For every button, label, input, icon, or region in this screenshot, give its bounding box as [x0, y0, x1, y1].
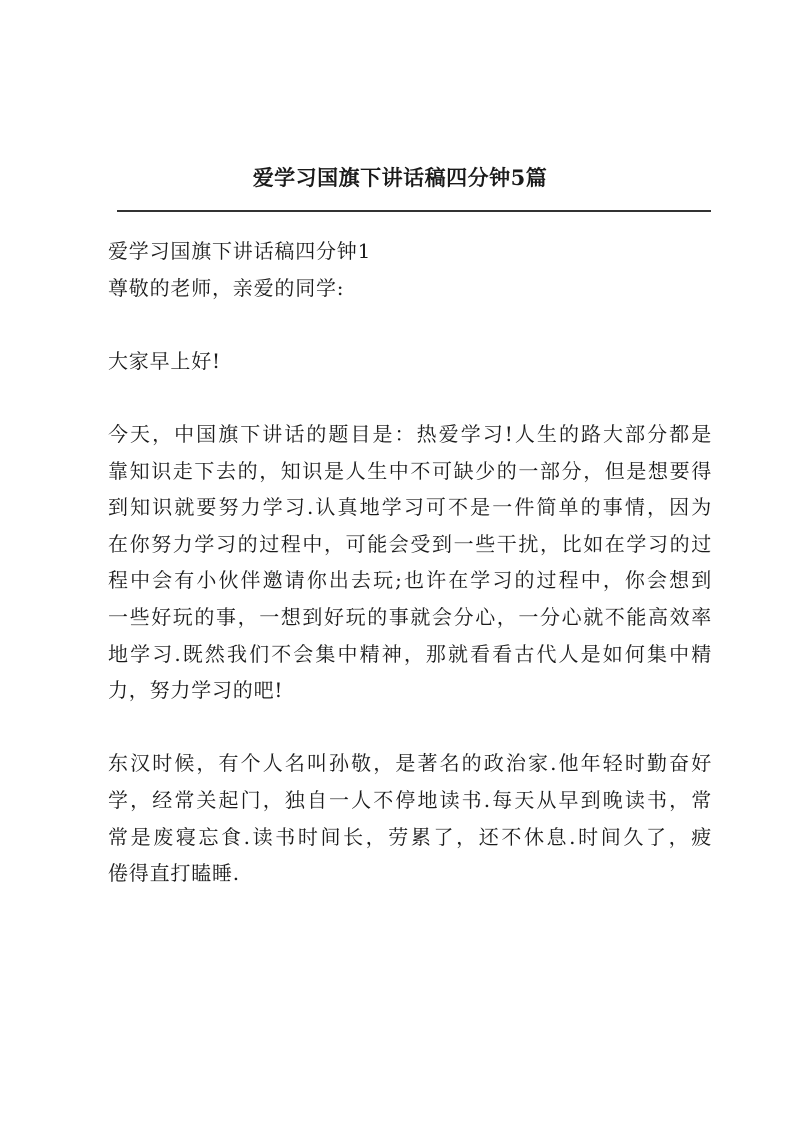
blank-line	[108, 709, 712, 746]
paragraph-2	[108, 745, 712, 891]
paragraph-line: 常是废寝忘食.读书时间长，劳累了，还不休息.时间久了，疲	[108, 824, 712, 849]
paragraph-line: 力，努力学习的吧!	[108, 678, 284, 703]
paragraph-line: 在你努力学习的过程中，可能会受到一些干扰，比如在学习的过	[108, 531, 712, 556]
greeting: 大家早上好!	[108, 348, 221, 373]
document-title: 爱学习国旗下讲话稿四分钟5篇	[252, 165, 548, 190]
section-heading: 爱学习国旗下讲话稿四分钟1	[108, 239, 372, 263]
paragraph-line: 倦得直打瞌睡.	[108, 861, 240, 886]
paragraph-line: 一些好玩的事，一想到好玩的事就会分心，一分心就不能高效率	[108, 604, 712, 629]
paragraph-line: 今天，中国旗下讲话的题目是：热爱学习!人生的路大部分都是	[108, 421, 712, 446]
blank-line	[108, 306, 712, 343]
blank-line	[108, 379, 712, 416]
title-underline-divider	[117, 210, 711, 212]
salutation: 尊敬的老师，亲爱的同学:	[108, 275, 345, 300]
paragraph-line: 东汉时候，有个人名叫孙敬，是著名的政治家.他年轻时勤奋好	[108, 751, 712, 776]
paragraph-1	[108, 416, 712, 709]
paragraph-line: 靠知识走下去的，知识是人生中不可缺少的一部分，但是想要得	[108, 458, 712, 483]
paragraph-line: 到知识就要努力学习.认真地学习可不是一件简单的事情，因为	[108, 495, 712, 520]
paragraph-line: 程中会有小伙伴邀请你出去玩;也许在学习的过程中，你会想到	[108, 568, 712, 593]
paragraph-line: 学，经常关起门，独自一人不停地读书.每天从早到晚读书，常	[108, 787, 712, 812]
paragraph-line: 地学习.既然我们不会集中精神，那就看看古代人是如何集中精	[108, 641, 712, 666]
document-body	[108, 233, 712, 892]
